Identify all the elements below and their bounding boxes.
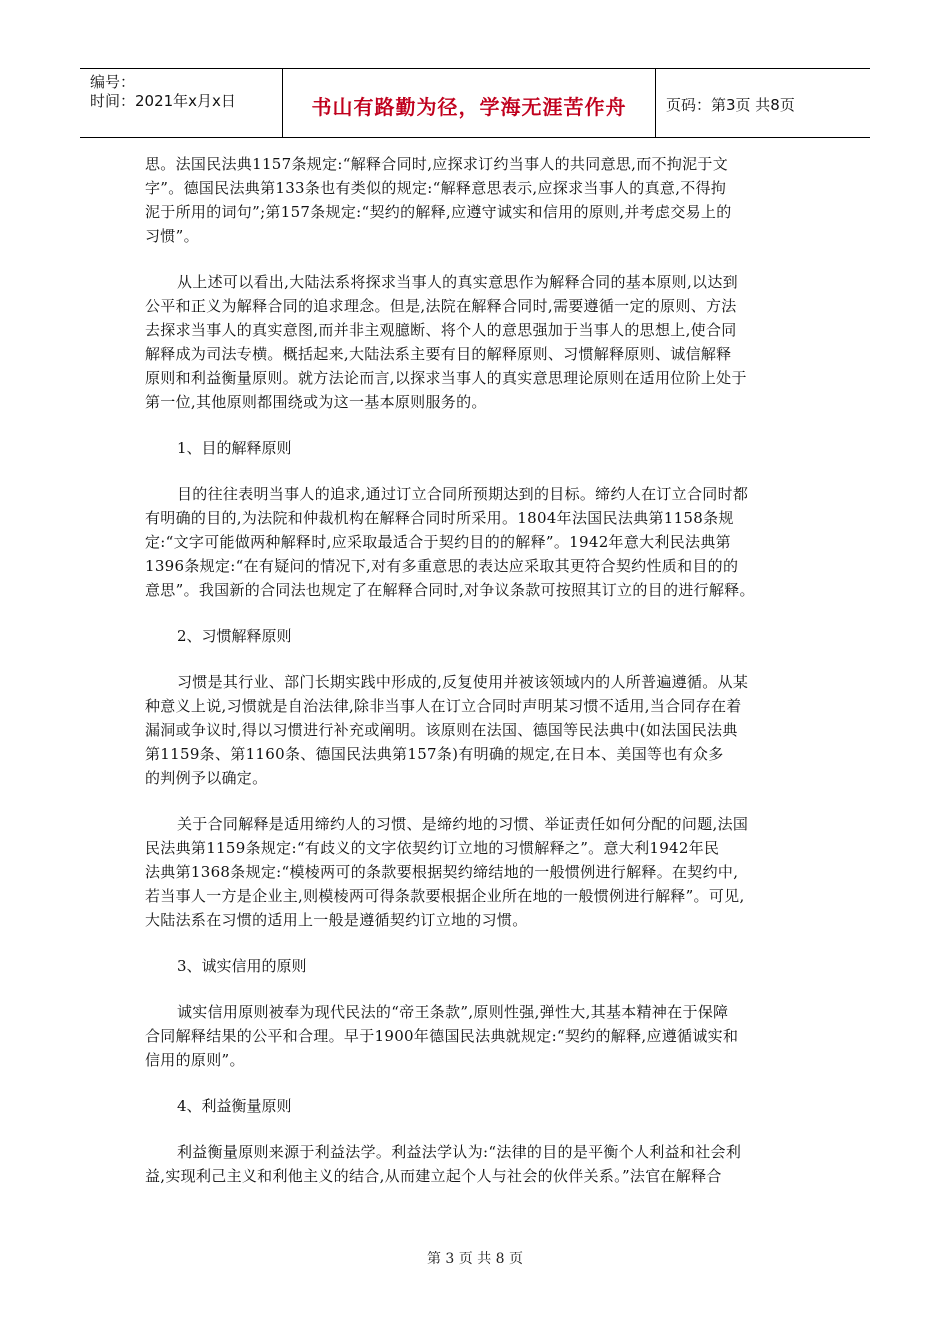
section-heading-good-faith: 3、诚实信用的原则 [177, 957, 307, 975]
paragraph-good-faith: 诚实信用原则被奉为现代民法的“帝王条款”,原则性强,弹性大,其基本精神在于保障 合同解释结果的公平和合理。早于1900年德国民法典就规定:“契约的解释,应遵循诚实和 信用的原则”。 [145, 1003, 739, 1069]
document-body [145, 152, 810, 1210]
paragraph-custom-application: 关于合同解释是适用缔约人的习惯、是缔约地的习惯、举证责任如何分配的问题,法国 民法典第1159条规定:“有歧义的文字依契约订立地的习惯解释之”。意大利1942年民 法典第1368条规定:“模棱两可的条款要根据契约缔结地的一般惯例进行解释。在契约中, 若当事人一方是企业主,则模棱两可得条款要根据企业所在地的一般惯例进行解释”。可见, 大陆法系在习惯的适用上一般是遵循契约订立地的习惯。 [145, 815, 749, 929]
page-header [80, 68, 870, 138]
header-page-info: 页码：第3页 共8页 [666, 96, 795, 114]
section-heading-custom: 2、习惯解释原则 [177, 627, 292, 645]
section-heading-purpose: 1、目的解释原则 [177, 439, 292, 457]
document-date: 时间：2021年x月x日 [90, 92, 236, 110]
document-number-label: 编号： [90, 73, 136, 91]
header-motto-cell [283, 69, 656, 137]
paragraph-interest-balance: 利益衡量原则来源于利益法学。利益法学认为:“法律的目的是平衡个人利益和社会利 益,实现利己主义和利他主义的结合,从而建立起个人与社会的伙伴关系。”法官在解释合 [145, 1143, 742, 1185]
header-meta-cell [80, 69, 283, 137]
paragraph-custom: 习惯是其行业、部门长期实践中形成的,反复使用并被该领域内的人所普遍遵循。从某 种意义上说,习惯就是自治法律,除非当事人在订立合同时声明某习惯不适用,当合同存在着 漏洞或争议时,得以习惯进行补充或阐明。该原则在法国、德国等民法典中(如法国民法典 第1159条、第1160条、德国民法典第157条)有明确的规定,在日本、美国等也有众多 的判例予以确定。 [145, 673, 749, 787]
paragraph-continued: 思。法国民法典1157条规定:“解释合同时,应探求订约当事人的共同意思,而不拘泥于文 字”。德国民法典第133条也有类似的规定:“解释意思表示,应探求当事人的真意,不得拘 泥于所用的词句”;第157条规定:“契约的解释,应遵守诚实和信用的原则,并考虑交易上的 习惯”。 [145, 155, 732, 245]
paragraph-purpose: 目的往往表明当事人的追求,通过订立合同所预期达到的目标。缔约人在订立合同时都 有明确的目的,为法院和仲裁机构在解释合同时所采用。1804年法国民法典第1158条规 定:“文字可能做两种解释时,应采取最适合于契约目的的解释”。1942年意大利民法典第 1396条规定:“在有疑问的情况下,对有多重意思的表达应采取其更符合契约性质和目的的 意思”。我国新的合同法也规定了在解释合同时,对争议条款可按照其订立的目的进行解释。 [145, 485, 755, 599]
section-heading-interest-balance: 4、利益衡量原则 [177, 1097, 292, 1115]
header-motto: 书山有路勤为径，学海无涯苦作舟 [311, 95, 627, 119]
page-footer-number: 第 3 页 共 8 页 [426, 1251, 524, 1267]
paragraph-summary: 从上述可以看出,大陆法系将探求当事人的真实意思作为解释合同的基本原则,以达到 公平和正义为解释合同的追求理念。但是,法院在解释合同时,需要遵循一定的原则、方法 去探求当事人的真实意图,而并非主观臆断、将个人的意思强加于当事人的思想上,使合同 解释成为司法专横。概括起来,大陆法系主要有目的解释原则、习惯解释原则、诚信解释 原则和利益衡量原则。就方法论而言,以探求当事人的真实意思理论原则在适用位阶上处于 第一位,其他原则都围绕或为这一基本原则服务的。 [145, 273, 747, 411]
header-page-cell [656, 69, 870, 137]
